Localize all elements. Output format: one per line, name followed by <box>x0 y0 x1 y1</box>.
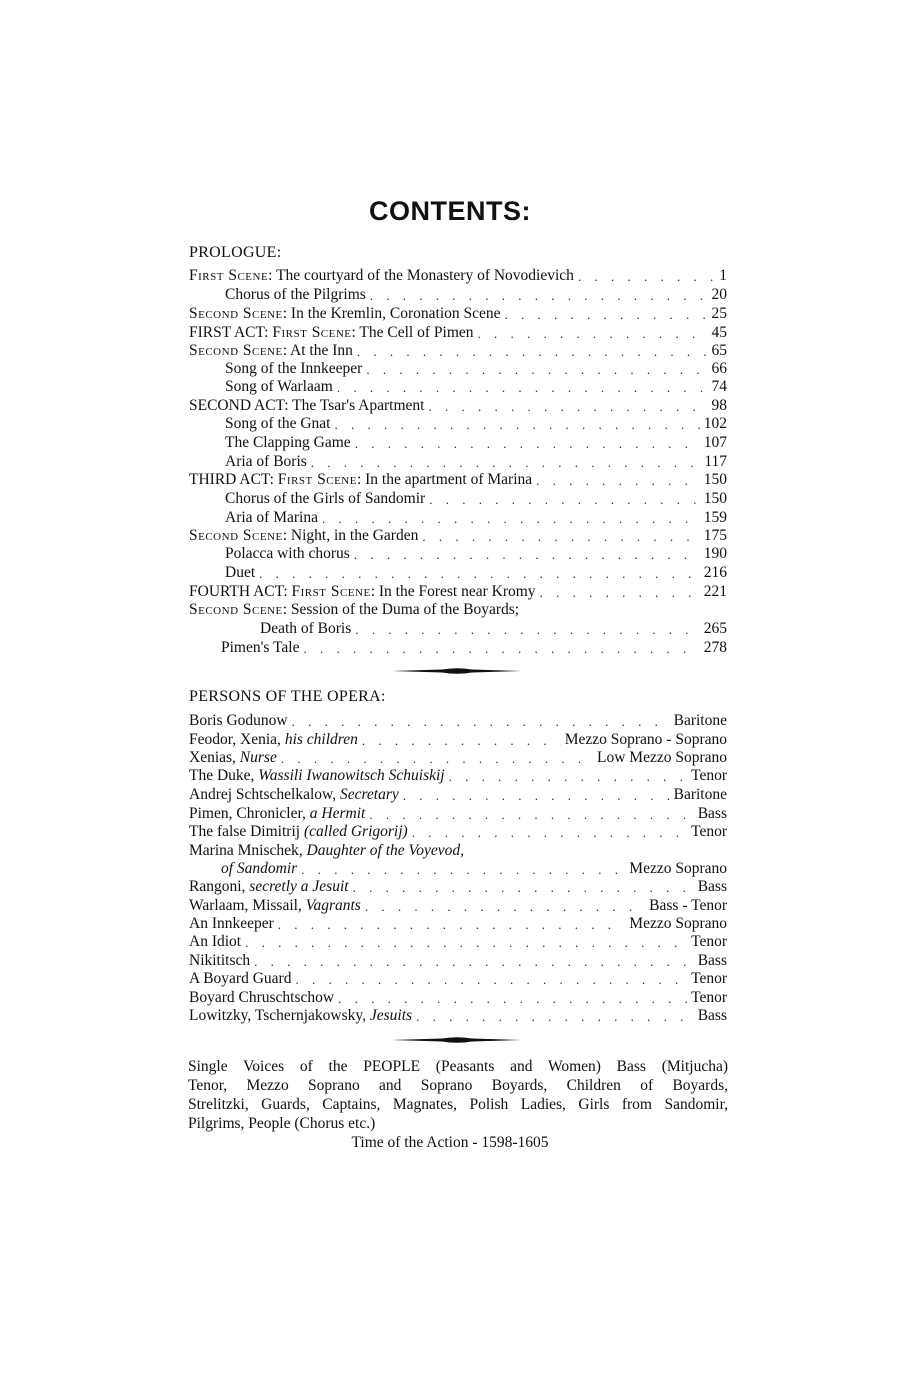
contents-row: THIRD ACT: First Scene: In the apartment of Marina . . . 150 <box>189 470 727 489</box>
contents-row: Song of Warlaam . . . 74 <box>189 377 727 396</box>
people-note-line: Pilgrims, People (Chorus etc.) <box>188 1115 376 1132</box>
page-number: 150 <box>703 490 727 507</box>
page-number: 107 <box>703 434 727 451</box>
voice-type: Bass <box>697 952 727 969</box>
contents-row: Chorus of the Pilgrims . . . 20 <box>189 285 727 304</box>
voice-type: Bass <box>697 805 727 822</box>
person-row: Rangoni, secretly a Jesuit . . . Bass <box>189 877 727 896</box>
ornamental-divider <box>392 1036 522 1044</box>
voice-type: Tenor <box>691 989 727 1006</box>
person-row: The Duke, Wassili Iwanowitsch Schuiskij . . . Tenor <box>189 766 727 785</box>
voice-type: Tenor <box>691 933 727 950</box>
voice-type: Low Mezzo Soprano <box>597 749 727 766</box>
contents-row: Second Scene: At the Inn . . . 65 <box>189 341 727 360</box>
person-row: Nikititsch . . . Bass <box>189 951 727 970</box>
person-row: Feodor, Xenia, his children . . . Mezzo Soprano - Soprano <box>189 730 727 749</box>
page-number: 190 <box>703 545 727 562</box>
person-row: of Sandomir . . . Mezzo Soprano <box>189 859 727 878</box>
person-row: An Idiot . . . Tenor <box>189 932 727 951</box>
page-title: CONTENTS: <box>369 196 531 226</box>
contents-row: Aria of Marina . . . 159 <box>189 508 727 527</box>
contents-row: Duet . . . 216 <box>189 563 727 582</box>
contents-row: FIRST ACT: First Scene: The Cell of Pimen . . . 45 <box>189 323 727 342</box>
people-note-line: Single Voices of the PEOPLE (Peasants and Women) Bass (Mitjucha) <box>188 1058 728 1075</box>
voice-type: Bass <box>697 878 727 895</box>
voice-type: Tenor <box>691 970 727 987</box>
person-row: Marina Mnischek, Daughter of the Voyevod, <box>189 842 465 859</box>
person-row: Andrej Schtschelkalow, Secretary . . . Baritone <box>189 785 727 804</box>
contents-row: Second Scene: Session of the Duma of the Boyards; <box>189 601 520 618</box>
voice-type: Bass - Tenor <box>649 897 727 914</box>
contents-row: Aria of Boris . . . 117 <box>189 452 727 471</box>
page-number: 265 <box>703 620 727 637</box>
person-row: A Boyard Guard . . . Tenor <box>189 969 727 988</box>
page-number: 45 <box>711 324 727 341</box>
people-note <box>188 1057 728 1133</box>
page-number: 66 <box>711 360 727 377</box>
people-note-line: Tenor, Mezzo Soprano and Soprano Boyards, Children of Boyards, <box>188 1077 728 1094</box>
page-number: 98 <box>711 397 727 414</box>
voice-type: Tenor <box>691 823 727 840</box>
persons-heading: PERSONS OF THE OPERA: <box>189 688 386 705</box>
contents-row: SECOND ACT: The Tsar's Apartment . . . 98 <box>189 396 727 415</box>
page-number: 150 <box>703 471 727 488</box>
person-row: Boris Godunow . . . Baritone <box>189 711 727 730</box>
page-number: 1 <box>719 267 727 284</box>
contents-row: Chorus of the Girls of Sandomir . . . 150 <box>189 489 727 508</box>
person-row: Warlaam, Missail, Vagrants . . . Bass - Tenor <box>189 896 727 915</box>
person-row: Pimen, Chronicler, a Hermit . . . Bass <box>189 804 727 823</box>
contents-row: Polacca with chorus . . . 190 <box>189 544 727 563</box>
contents-row: First Scene: The courtyard of the Monastery of Novodievich . . . 1 <box>189 266 727 285</box>
voice-type: Mezzo Soprano <box>629 860 727 877</box>
contents-row: Pimen's Tale . . . 278 <box>189 638 727 657</box>
contents-row: Second Scene: Night, in the Garden . . . 175 <box>189 526 727 545</box>
voice-type: Baritone <box>673 786 727 803</box>
contents-row: The Clapping Game . . . 107 <box>189 433 727 452</box>
prologue-heading: PROLOGUE: <box>189 244 282 261</box>
page-number: 216 <box>703 564 727 581</box>
voice-type: Baritone <box>673 712 727 729</box>
people-note-line: Strelitzki, Guards, Captains, Magnates, Polish Ladies, Girls from Sandomir, <box>188 1096 728 1113</box>
contents-row: Song of the Innkeeper . . . 66 <box>189 359 727 378</box>
time-of-action: Time of the Action - 1598-1605 <box>351 1134 549 1151</box>
page-number: 278 <box>703 639 727 656</box>
page-number: 175 <box>703 527 727 544</box>
voice-type: Tenor <box>691 767 727 784</box>
person-row: Boyard Chruschtschow . . . Tenor <box>189 988 727 1007</box>
person-row: An Innkeeper . . . Mezzo Soprano <box>189 914 727 933</box>
contents-row: Second Scene: In the Kremlin, Coronation Scene . . . 25 <box>189 304 727 323</box>
page-number: 117 <box>704 453 727 470</box>
page-number: 102 <box>703 415 727 432</box>
person-row: The false Dimitrij (called Grigorij) . . . Tenor <box>189 822 727 841</box>
contents-row: Death of Boris . . . 265 <box>189 619 727 638</box>
page-number: 25 <box>711 305 727 322</box>
page-number: 65 <box>711 342 727 359</box>
page-number: 74 <box>711 378 727 395</box>
person-row: Lowitzky, Tschernjakowsky, Jesuits . . . Bass <box>189 1006 727 1025</box>
voice-type: Mezzo Soprano <box>629 915 727 932</box>
voice-type: Bass <box>697 1007 727 1024</box>
page-number: 159 <box>703 509 727 526</box>
page-number: 20 <box>711 286 727 303</box>
voice-type: Mezzo Soprano - Soprano <box>564 731 727 748</box>
page-number: 221 <box>703 583 727 600</box>
person-row: Xenias, Nurse . . . Low Mezzo Soprano <box>189 748 727 767</box>
contents-row: Song of the Gnat . . . 102 <box>189 414 727 433</box>
ornamental-divider <box>392 667 522 675</box>
contents-row: FOURTH ACT: First Scene: In the Forest near Kromy . . . 221 <box>189 582 727 601</box>
